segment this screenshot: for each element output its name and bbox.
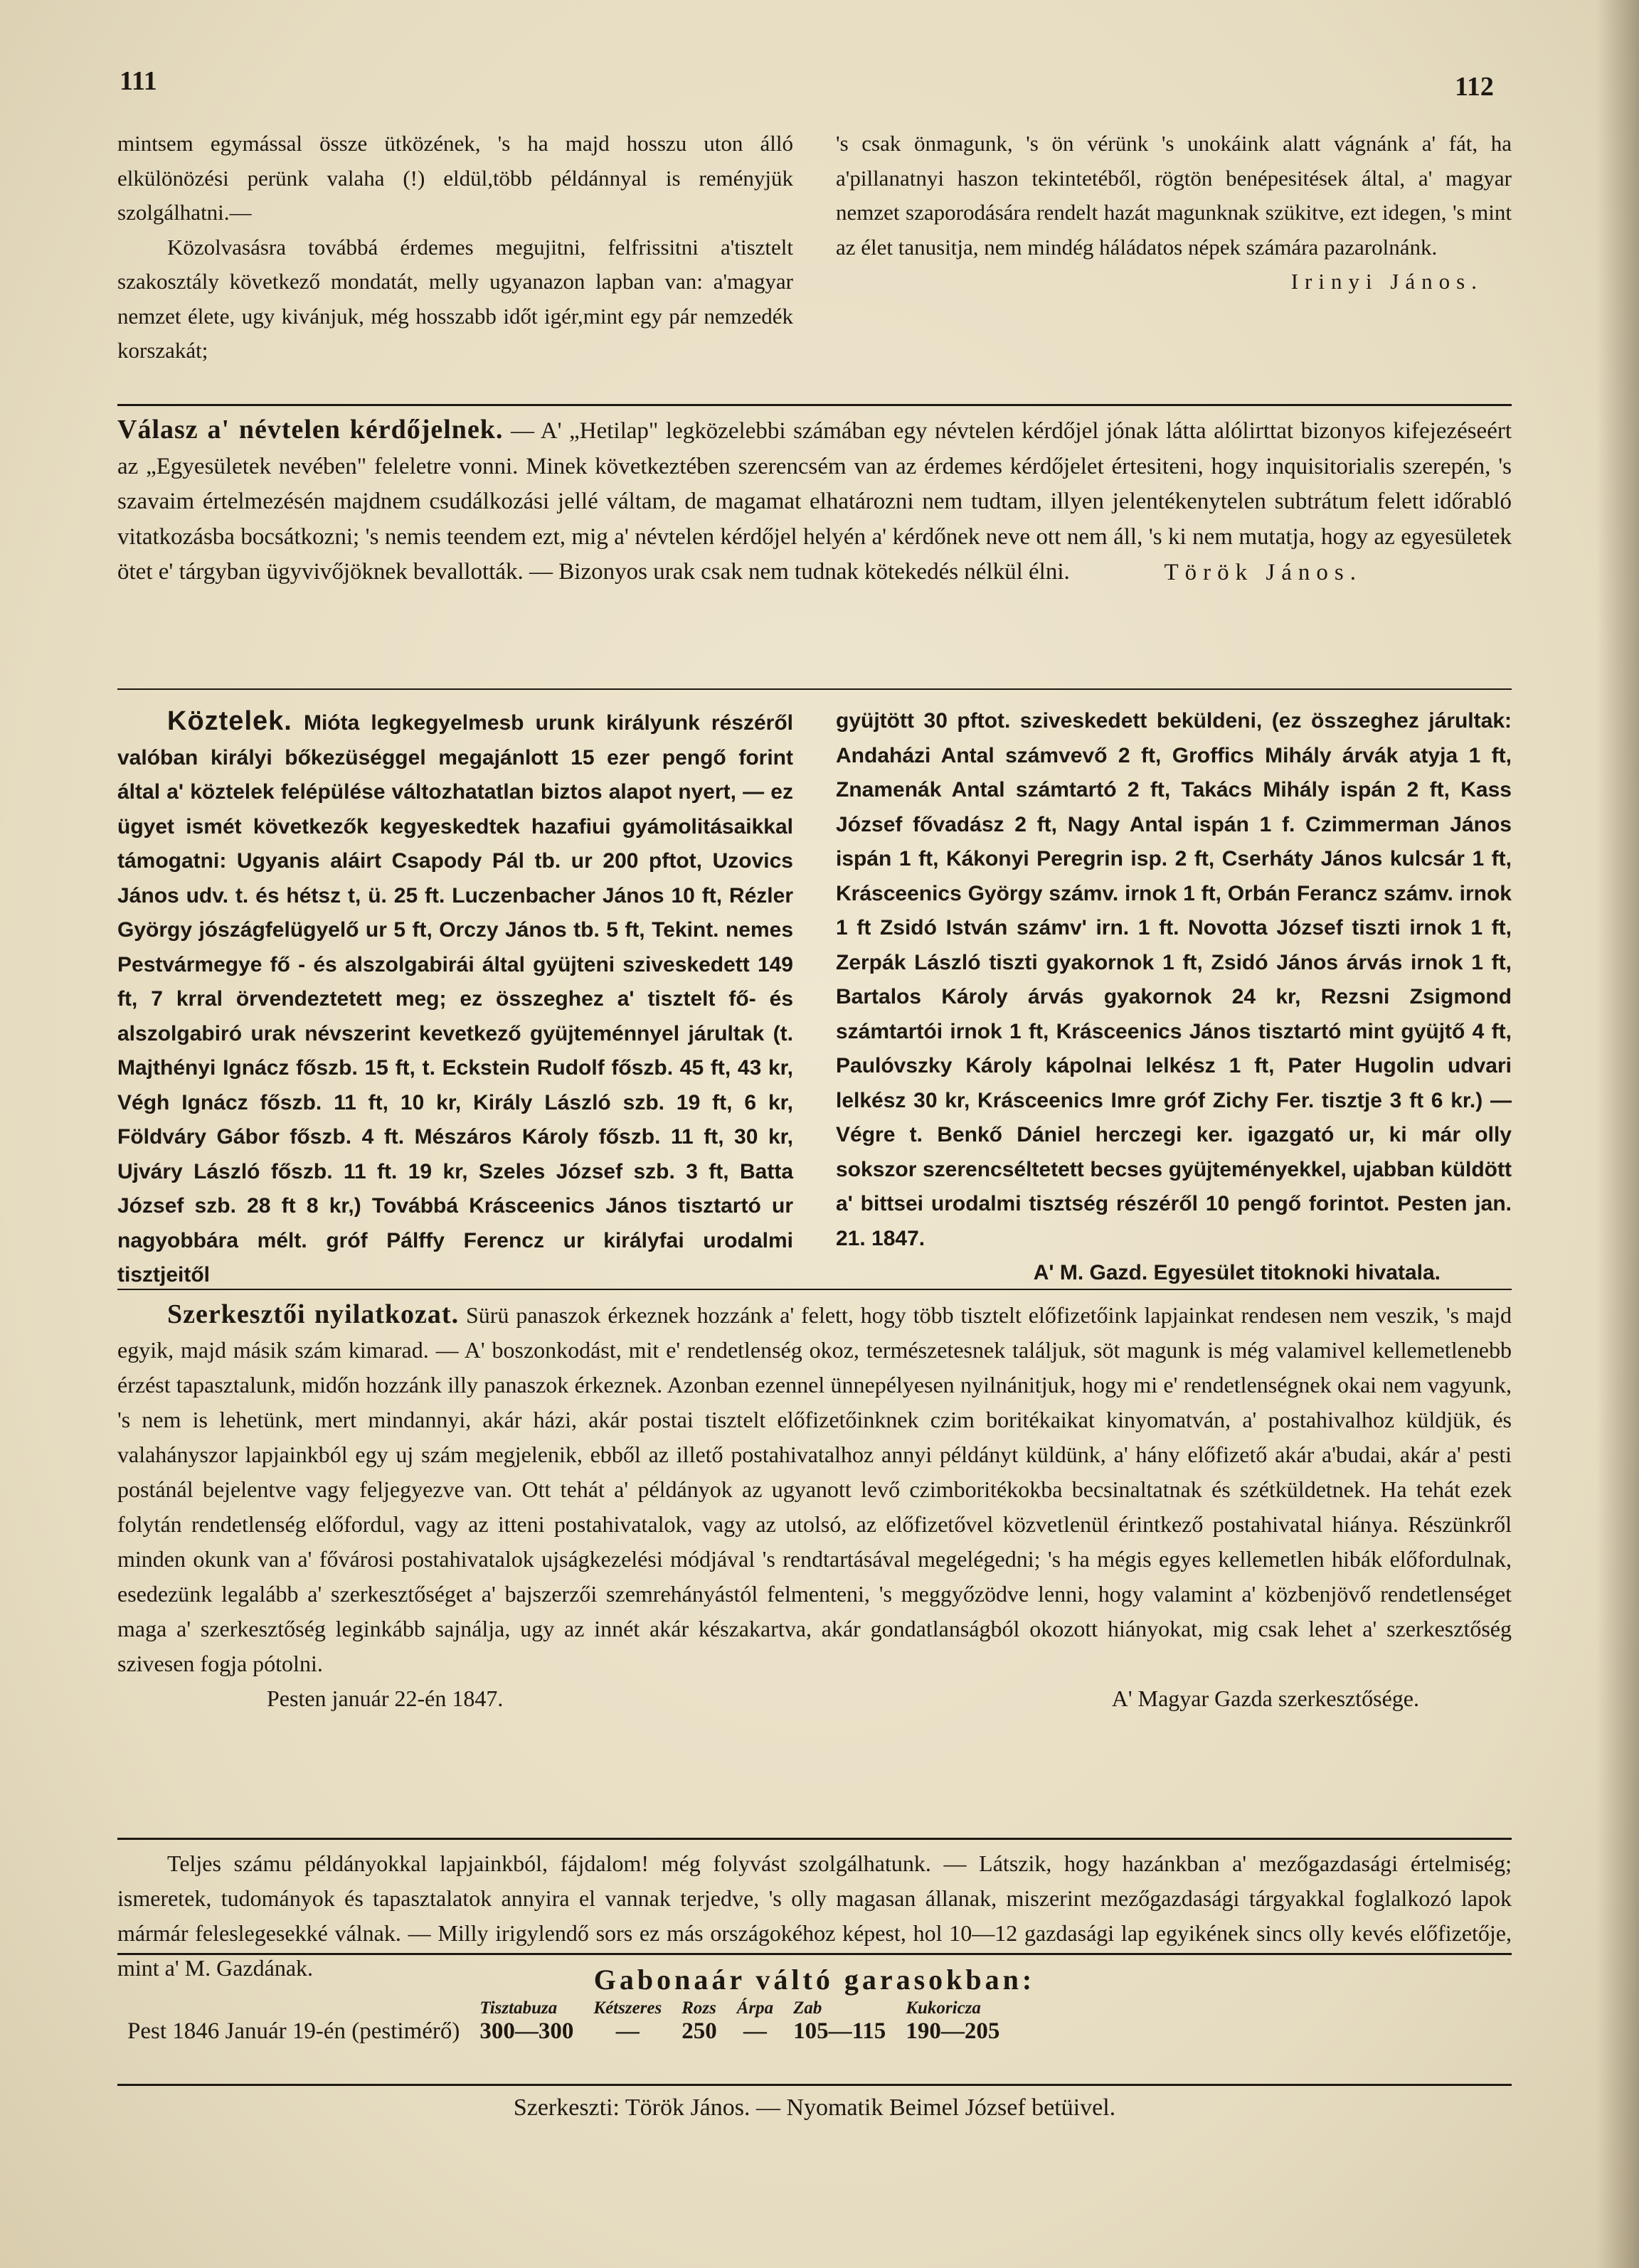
szerk-date: Pesten január 22-én 1847. (267, 1686, 504, 1711)
valasz-body: — A' „Hetilap" legközelebbi számában egy névtelen kérdőjel jónak látta alólirttat bizonyos kifejezéseért az „Egyesületek nevében" feleletre vonni. Minek következtében szerencsém van az érdemes kérdőjelet értesiteni, hogy inquisitorialis szerepén, 's szavaim értelmezésén majdnem csudálkozási jellé váltam, de magamat elhatározni nem tudtam, illyen jelentékenytelen subtrátum felett időrabló vitatkozásba bocsátkozni; 's nemis teendem ezt, mig a' névtelen kérdőjel helyén a' kérdőnek neve ott nem áll, 's ki nem mutatja, hogy az egyesületek ötet e' tárgyban ügyvivőjöknek bevallották. — Bizonyos urak csak nem tudnak kötekedés nélkül élni. (117, 418, 1512, 585)
top-right-column (836, 127, 1512, 299)
top-left-paragraph-2: Közolvasásra továbbá érdemes megujitni, felfrissitni a'tisztelt szakosztály következő mondatát, melly ugyanazon lapban van: a'magyar nemzet élete, ugy kivánjuk, még hosszabb időt igér,mint egy pár nemzedék korszakát; (117, 234, 793, 363)
valasz-section (117, 412, 1512, 590)
teljes-text: Teljes számu példányokkal lapjainkból, fájdalom! még folyvást szolgálhatunk. — Látszik, hogy hazánkban a' mezőgazdasági értelmiség; ismeretek, tudományok és tapasztalatok annyira el vannak terjedve, 's olly magasan állanak, miszerint mezőgazdasági tárgyakkal foglalkozó lapok mármár feleslegesekké válnak. — Milly irigylendő sors ez más országokéhoz képest, hol 10—12 gazdasági lap egyikének sincs olly kevés előfizetője, mint a' M. Gazdának. (117, 1851, 1512, 1981)
szerk-section (117, 1297, 1512, 1716)
torok-signature: Török János. (1164, 559, 1362, 585)
szerk-heading: Szerkesztői nyilatkozat. (167, 1299, 460, 1329)
gabona-title: Gabonaár váltó garasokban: (593, 1964, 1036, 1996)
value-arpa: — (743, 2018, 767, 2044)
value-ketszeres: — (615, 2018, 640, 2044)
footer-imprint: Szerkeszti: Török János. — Nyomatik Beimel József betüivel. (513, 2094, 1116, 2121)
top-left-column (117, 127, 793, 368)
szerk-body: Sürü panaszok érkeznek hozzánk a' felett, hogy több tisztelt előfizetőink lapjainkat rendesen nem veszik, 's majd egyik, majd másik szám kimarad. — A' boszonkodást, mit e' rendetlenség okoz, természetesnek találjuk, söt magunk is még valamivel kellemetlenebb érzést tapasztalunk, midőn hozzánk illy panaszok érkeznek. Azonban ezennel ünnepélyesen nyilnánitjuk, hogy mi e' rendetlenségnek okai nem vagyunk, 's nem is lehetünk, mert mindannyi, akár házi, akár postai tisztelt előfizetőinknek czim boritékaikat kinyomatván, a' postahivalhoz küldjük, és valahányszor lapjainkból egy uj szám megjelenik, ebből az illető postahivatalhoz annyi példányt küldünk, a' hány előfizető akár a'budai, akár a' pesti postánál bejelentve vagy feljegyezve van. Ott tehát a' példányok az ugyanott levő czimboritékokba becsinaltatnak és szétküldetnek. Ha tehát ezek folytán rendetlenség előfordul, vagy az itteni postahivatalok, vagy az utolsó, az előfizetővel közvetlenül érintkező postahivatal hiánya. Részünkről minden okunk van a' fővárosi postahivatalok ujságkezelési módjával 's rendtartásával megelégedni; 's ha mégis egyes kellemetlen hibák előfordulnak, esedezünk legalább a' szerkesztőséget a' bajszerzői szemrehányástól felmenteni, 's meggyőzödve lenni, hogy valamint a' közbenjövő rendetlenséget maga a' szerkesztőség leginkább sajnálja, ugy az innét akár készakartva, akár gondatlanságból okozott hiányokat, mig csak lehet a' szerkesztőség szivesen fogja pótolni. (117, 1302, 1512, 1676)
koztelek-left-column (117, 704, 793, 1293)
koztelek-heading: Köztelek. (167, 706, 292, 736)
divider-1 (117, 404, 1512, 406)
valasz-heading: Válasz a' névtelen kérdőjelnek. (117, 415, 504, 444)
koztelek-signature: A' M. Gazd. Egyesület titoknoki hivatala. (1033, 1261, 1441, 1284)
top-left-paragraph-1: mintsem egymással össze ütközének, 's ha majd hosszu uton álló elkülönözési perünk valaha (!) eldül,több példánnyal is reményjük szolgálhatni.— (117, 131, 793, 225)
page-number-right: 112 (1455, 72, 1494, 102)
divider-6 (117, 2084, 1512, 2086)
koztelek-right-text: gyüjtött 30 pftot. sziveskedett beküldeni, (ez összeghez járultak: Andaházi Antal számvevő 2 ft, Groffics Mihály árvák atyja 1 ft, Znamenák Antal számtartó 2 ft, Takács Mihály ispán 2 ft, Kass József fővadász 2 ft, Nagy Antal ispán 1 f. Czimmerman János ispán 1 ft, Kákonyi Peregrin isp. 2 ft, Cserháty János kulcsár 1 ft, Krásceenics György számv. irnok 1 ft, Orbán Ferancz számv. irnok 1 ft Zsidó István számv' irn. 1 ft. Novotta József tiszti irnok 1 ft, Zerpák László tiszti gyakornok 1 ft, Zsidó János árvás irnok 1 ft, Bartalos Károly árvás gyakornok 24 kr, Rezsni Zsigmond számtartói irnok 1 ft, Krásceenics János tisztartó mint gyüjtő 4 ft, Paulóvszky Károly kápolnai lelkész 1 ft, Pater Hugolin udvari lelkész 30 kr, Krásceenics Imre gróf Zichy Fer. tisztje 3 ft 6 kr.) — Végre t. Benkő Dániel herczegi ker. igazgató ur, ki már olly sokszor szerencséltetett becses gyüjteményekkel, ujabban küldött a' bittsei urodalmi tisztség részéről 10 pengő forintot. Pesten jan. 21. 1847. (836, 709, 1512, 1250)
header-kukoricza: Kukoricza (906, 1998, 981, 2018)
value-tisztabuza: 300—300 (479, 2018, 574, 2044)
top-right-paragraph: 's csak önmagunk, 's ön vérünk 's unokáink alatt vágnánk a' fát, ha a'pillanatnyi haszon tekintetéből, rögtön benépesitések által, a' magyar nemzet szaporodására rendelt hazát magunknak szükitve, ezt idegen, 's mint az élet tanusitja, nem mindég háládatos népek számára pazarolnánk. (836, 131, 1512, 260)
value-kukoricza: 190—205 (906, 2018, 1000, 2044)
irinyi-signature: Irinyi János. (1290, 269, 1483, 294)
page-number-left: 111 (120, 66, 157, 96)
header-arpa: Árpa (736, 1998, 774, 2018)
gabona-section (117, 1963, 1512, 1996)
divider-2 (117, 688, 1512, 690)
binding-shadow (1596, 0, 1639, 2268)
koztelek-right-column (836, 704, 1512, 1291)
szerk-signature: A' Magyar Gazda szerkesztősége. (1111, 1686, 1419, 1711)
divider-3 (117, 1289, 1512, 1290)
value-zab: 105—115 (793, 2018, 886, 2044)
gabona-table (117, 1998, 1009, 2045)
header-zab: Zab (793, 1998, 822, 2018)
divider-4 (117, 1838, 1512, 1840)
divider-5 (117, 1953, 1512, 1955)
header-rozs: Rozs (681, 1998, 716, 2018)
row-label: Pest 1846 Január 19-én (pestimérő) (127, 2018, 460, 2044)
koztelek-left-text: Mióta legkegyelmesb urunk királyunk részéről valóban királyi bőkezüséggel megajánlott 15 ezer pengő forint által a' köztelek felépülése változhatatlan biztos alapot nyert, — ez ügyet ismét következők kegyeskedtek hazafiui gyámolitásaikkal támogatni: Ugyanis aláirt Csapody Pál tb. ur 200 pftot, Uzovics János udv. t. és hétsz t, ü. 25 ft. Luczenbacher János 10 ft, Rézler György jószágfelügyelő ur 5 ft, Orczy János tb. 5 ft, Tekint. nemes Pestvármegye fő - és alszolgabirái által gyüjteni sziveskedett 149 ft, 7 krral örvendeztetett meg; ez összeghez a' tisztelt fő- és alszolgabiró urak névszerint kevetkező gyüjteménnyel járultak (t. Majthényi Ignácz főszb. 15 ft, t. Eckstein Rudolf főszb. 45 ft, 43 kr, Végh Ignácz főszb. 11 ft, 10 kr, Király László szb. 19 ft, 6 kr, Földváry Gábor főszb. 4 ft. Mészáros Károly főszb. 11 ft, 30 kr, Ujváry László főszb. 11 ft. 19 kr, Szeles József szb. 3 ft, Batta József szb. 28 ft 8 kr,) Továbbá Krásceenics János tisztartó ur nagyobbára mélt. gróf Pálffy Ferencz ur királyfai urodalmi tisztjeitől (117, 711, 793, 1287)
header-tisztabuza: Tisztabuza (479, 1998, 558, 2018)
header-ketszeres: Kétszeres (593, 1998, 662, 2018)
value-rozs: 250 (681, 2018, 717, 2044)
